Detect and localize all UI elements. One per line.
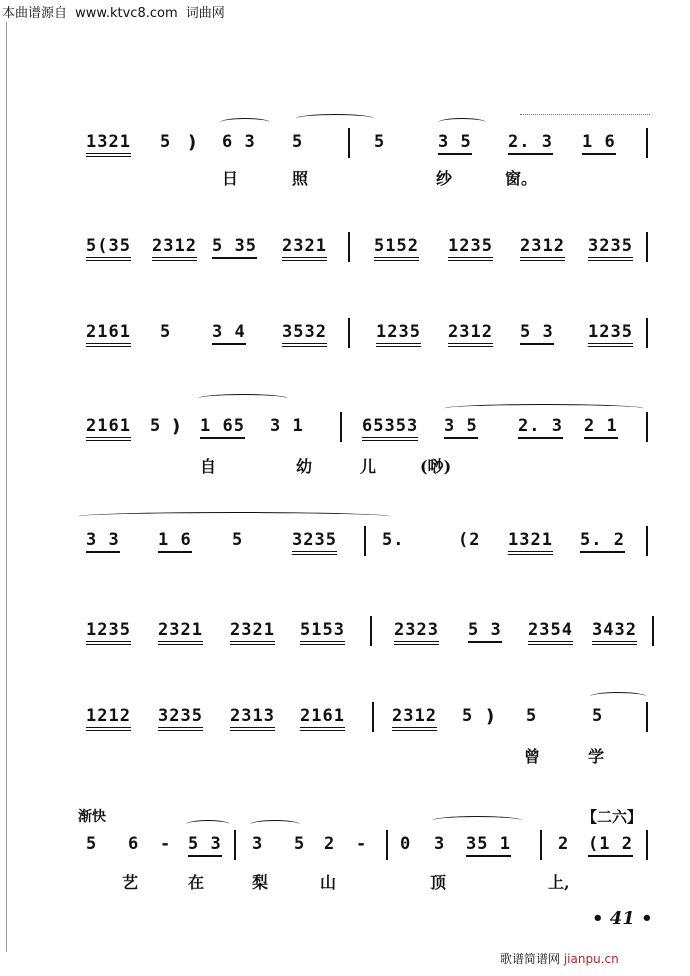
lyric: 窗。 xyxy=(505,169,538,188)
score-row-5 xyxy=(0,526,690,556)
paren: ) xyxy=(172,416,181,437)
bar-line xyxy=(646,128,648,158)
note-group: 5 xyxy=(462,706,474,726)
bar-line xyxy=(370,616,372,646)
lyric: 上, xyxy=(548,873,570,892)
note-group: 3235 xyxy=(588,236,633,261)
note-group: 1235 xyxy=(448,236,493,261)
section-marker: 【二六】 xyxy=(582,808,643,826)
lyric: 学 xyxy=(588,747,605,766)
note-group: 5 xyxy=(160,132,172,152)
bar-line xyxy=(652,616,654,646)
lyric: 山 xyxy=(320,873,337,892)
note-group: 2161 xyxy=(300,706,345,731)
tempo-marking: 渐快 xyxy=(78,809,106,825)
bar-line xyxy=(348,128,350,158)
bar-line xyxy=(646,412,648,442)
lyric: 顶 xyxy=(430,873,447,892)
note-group: (1 2 xyxy=(588,834,633,857)
lyric: 曾 xyxy=(524,747,541,766)
note-group: 1321 xyxy=(508,530,553,555)
note-group: - xyxy=(356,834,368,854)
note-group: 1235 xyxy=(86,620,131,645)
note-group: 2. 3 xyxy=(508,132,553,155)
watermark-bottom xyxy=(500,950,619,967)
note-group: 2321 xyxy=(158,620,203,645)
note-group: 6 3 xyxy=(222,132,256,152)
bar-line xyxy=(372,702,374,732)
note-group: 3 4 xyxy=(212,322,246,345)
note-group: 2321 xyxy=(282,236,327,261)
note-group: 3 xyxy=(252,834,264,854)
bar-line xyxy=(646,830,648,860)
score-row-7 xyxy=(0,702,690,732)
score-row-4 xyxy=(0,412,690,442)
note-group: 5 xyxy=(526,706,538,726)
bar-line xyxy=(234,830,236,860)
left-margin-rule xyxy=(6,22,7,952)
note-group: 2161 xyxy=(86,416,131,441)
slur xyxy=(444,404,644,413)
note-group: 1212 xyxy=(86,706,131,731)
lyric-row-2 xyxy=(0,454,690,478)
note-group: 6 xyxy=(128,834,140,854)
note-group: 5 xyxy=(86,834,98,854)
note-group: 3 5 xyxy=(444,416,478,439)
slur xyxy=(198,394,288,403)
lyric: 纱 xyxy=(436,169,453,188)
score-row-2 xyxy=(0,232,690,262)
paren: ) xyxy=(486,706,495,727)
note-group: 2161 xyxy=(86,322,131,347)
note-group: 2313 xyxy=(230,706,275,731)
slur xyxy=(250,820,300,829)
note-group: 2. 3 xyxy=(518,416,563,439)
note-group: 2354 xyxy=(528,620,573,645)
note-group: 35 1 xyxy=(466,834,511,857)
page-number: • 41 • xyxy=(592,908,653,929)
lyric-row-4 xyxy=(0,870,690,894)
note-group: 5 xyxy=(294,834,306,854)
bar-line xyxy=(646,702,648,732)
note-group: 3235 xyxy=(292,530,337,555)
watermark-top xyxy=(2,2,229,21)
note-group: 5 xyxy=(150,416,162,436)
lyric: 梨 xyxy=(252,873,269,892)
lyric-row-1 xyxy=(0,166,690,190)
slur xyxy=(186,820,230,829)
note-group: 2321 xyxy=(230,620,275,645)
note-group: 5 xyxy=(232,530,244,550)
slur xyxy=(438,118,486,127)
note-group: 0 xyxy=(400,834,412,854)
note-group: 3 xyxy=(434,834,446,854)
bar-line xyxy=(386,830,388,860)
bar-line xyxy=(646,318,648,348)
note-group: 2312 xyxy=(152,236,197,261)
bar-line xyxy=(364,526,366,556)
note-group: 3 5 xyxy=(438,132,472,155)
note-group: 1 6 xyxy=(582,132,616,155)
watermark-site-name: 本曲谱源自 xyxy=(2,6,68,21)
note-group: 3 3 xyxy=(86,530,120,553)
score-row-3 xyxy=(0,318,690,348)
note-group: 5 3 xyxy=(188,834,222,857)
lyric: 儿 xyxy=(360,457,377,476)
note-group: 1235 xyxy=(376,322,421,347)
note-group: 65353 xyxy=(362,416,418,441)
note-group: 5 xyxy=(292,132,304,152)
watermark-suffix: 词曲网 xyxy=(185,6,225,21)
note-group: 2312 xyxy=(392,706,437,731)
note-group: 1321 xyxy=(86,132,131,157)
watermark-url[interactable]: www.ktvc8.com xyxy=(75,6,178,21)
note-group: - xyxy=(160,834,172,854)
note-group: 1235 xyxy=(588,322,633,347)
lyric: (唦) xyxy=(420,457,452,476)
lyric: 在 xyxy=(188,873,205,892)
note-group: 2312 xyxy=(448,322,493,347)
note-group: 5 xyxy=(374,132,386,152)
bar-line xyxy=(646,526,648,556)
lyric: 幼 xyxy=(296,457,313,476)
note-group: 5 xyxy=(160,322,172,342)
note-group: 5. xyxy=(382,530,405,550)
note-group: 2312 xyxy=(520,236,565,261)
note-group: 2323 xyxy=(394,620,439,645)
note-group: 3 1 xyxy=(270,416,304,436)
note-group: 5152 xyxy=(374,236,419,261)
note-group: (2 xyxy=(458,530,481,550)
bar-line xyxy=(340,412,342,442)
note-group: 2 xyxy=(324,834,336,854)
score-row-6 xyxy=(0,616,690,646)
bar-line xyxy=(646,232,648,262)
bar-line xyxy=(348,232,350,262)
note-group: 5 3 xyxy=(468,620,502,643)
note-group: 5 3 xyxy=(520,322,554,345)
slur xyxy=(296,114,374,123)
note-group: 2 1 xyxy=(584,416,618,439)
note-group: 3432 xyxy=(592,620,637,645)
note-group: 1 6 xyxy=(158,530,192,553)
note-group: 3235 xyxy=(158,706,203,731)
dotted-rule xyxy=(520,114,650,115)
bar-line xyxy=(540,830,542,860)
note-group: 2 xyxy=(558,834,570,854)
watermark-bottom-site: 歌谱简谱网 xyxy=(500,952,561,966)
lyric: 日 xyxy=(222,169,239,188)
paren: ) xyxy=(188,132,197,153)
lyric: 自 xyxy=(200,457,217,476)
watermark-bottom-url[interactable]: jianpu.cn xyxy=(563,952,619,966)
lyric-row-3 xyxy=(0,744,690,768)
note-group: 5 xyxy=(592,706,604,726)
lyric: 照 xyxy=(292,169,309,188)
note-group: 5153 xyxy=(300,620,345,645)
note-group: 5 35 xyxy=(212,236,257,259)
note-group: 5. 2 xyxy=(580,530,625,553)
note-group: 1 65 xyxy=(200,416,245,439)
slur xyxy=(78,512,390,521)
bar-line xyxy=(348,318,350,348)
note-group: 3532 xyxy=(282,322,327,347)
lyric: 艺 xyxy=(122,873,139,892)
slur xyxy=(590,692,646,701)
slur xyxy=(432,816,522,825)
score-row-1 xyxy=(0,128,690,158)
score-row-8 xyxy=(0,830,690,860)
note-group: 5(35 xyxy=(86,236,131,261)
slur xyxy=(220,118,270,127)
